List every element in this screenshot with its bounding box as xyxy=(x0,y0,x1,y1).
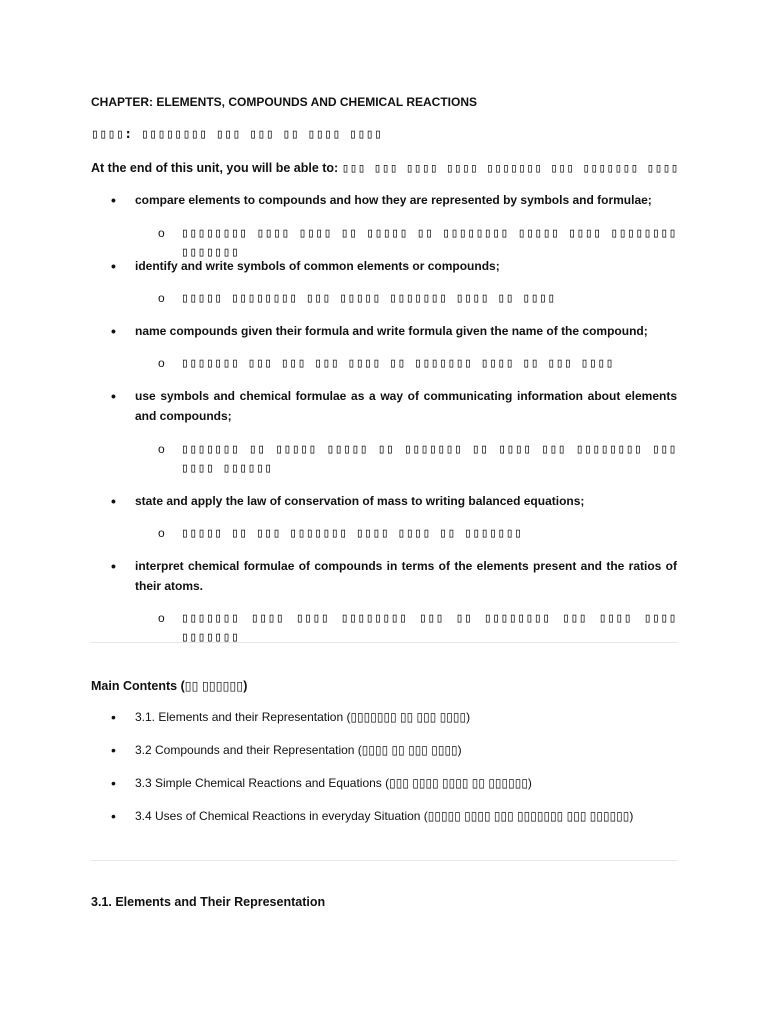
objective-item xyxy=(91,556,677,596)
objective-text: identify and write symbols of common elements or compounds; xyxy=(135,259,500,273)
bullet-marker: • xyxy=(111,742,116,758)
sub-bullet-marker: o xyxy=(158,611,165,625)
sub-bullet-marker: o xyxy=(158,291,165,305)
objective-item xyxy=(91,386,677,426)
chapter-title-translation: ▯▯▯▯: ▯▯▯▯▯▯▯▯ ▯▯▯ ▯▯▯ ▯▯ ▯▯▯▯ ▯▯▯▯ xyxy=(91,127,383,142)
bullet-marker: • xyxy=(111,558,116,574)
objective-translation: ▯▯▯▯▯ ▯▯ ▯▯▯ ▯▯▯▯▯▯▯ ▯▯▯▯ ▯▯▯▯ ▯▯ ▯▯▯▯▯▯▯ xyxy=(181,526,523,541)
objective-translation-item xyxy=(91,524,677,543)
bullet-marker: • xyxy=(111,192,116,208)
objective-translation: ▯▯▯▯▯▯▯ ▯▯▯ ▯▯▯ ▯▯▯ ▯▯▯▯ ▯▯ ▯▯▯▯▯▯▯ ▯▯▯▯ ▯▯ ▯▯▯ ▯▯▯▯ xyxy=(181,356,614,371)
objective-item xyxy=(91,190,677,210)
section-heading: 3.1. Elements and Their Representation xyxy=(91,895,326,909)
objective-text: interpret chemical formulae of compounds in terms of the elements present and the ratios of their atoms. xyxy=(135,559,677,593)
intro-translation: ▯▯▯ ▯▯▯ ▯▯▯▯ ▯▯▯▯ ▯▯▯▯▯▯▯ ▯▯▯ ▯▯▯▯▯▯▯ ▯▯▯▯ xyxy=(341,160,679,175)
contents-item-text: 3.2 Compounds and their Representation (▯▯▯▯ ▯▯ ▯▯▯ ▯▯▯▯) xyxy=(135,743,462,757)
objective-translation: ▯▯▯▯▯ ▯▯▯▯▯▯▯▯ ▯▯▯ ▯▯▯▯▯ ▯▯▯▯▯▯▯ ▯▯▯▯ ▯▯ ▯▯▯▯ xyxy=(181,291,556,306)
sub-bullet-marker: o xyxy=(158,356,165,370)
sub-bullet-marker: o xyxy=(158,442,165,456)
objective-translation-item xyxy=(91,440,677,478)
intro-lead: At the end of this unit, you will be able to: xyxy=(91,161,339,175)
sub-bullet-marker: o xyxy=(158,226,165,240)
bullet-marker: • xyxy=(111,323,116,339)
objective-translation: ▯▯▯▯▯▯▯ ▯▯ ▯▯▯▯▯ ▯▯▯▯▯ ▯▯ ▯▯▯▯▯▯▯ ▯▯ ▯▯▯▯ ▯▯▯ ▯▯▯▯▯▯▯▯ ▯▯▯ ▯▯▯▯ ▯▯▯▯▯▯ xyxy=(181,442,677,476)
section-divider xyxy=(91,642,677,643)
bullet-marker: • xyxy=(111,388,116,404)
objective-text: use symbols and chemical formulae as a way of communicating information about elements and compounds; xyxy=(135,389,677,423)
contents-list-item xyxy=(91,740,677,760)
bullet-marker: • xyxy=(111,493,116,509)
contents-item-text: 3.1. Elements and their Representation (▯▯▯▯▯▯▯ ▯▯ ▯▯▯ ▯▯▯▯) xyxy=(135,710,471,724)
objective-text: state and apply the law of conservation of mass to writing balanced equations; xyxy=(135,494,585,508)
main-contents-heading: Main Contents (▯▯ ▯▯▯▯▯▯) xyxy=(91,679,248,693)
objective-item xyxy=(91,491,677,511)
bullet-marker: • xyxy=(111,808,116,824)
objective-text: compare elements to compounds and how they are represented by symbols and formulae; xyxy=(135,193,652,207)
objective-translation-item xyxy=(91,289,677,308)
bullet-marker: • xyxy=(111,258,116,274)
contents-list-item xyxy=(91,773,677,793)
objective-translation: ▯▯▯▯▯▯▯▯ ▯▯▯▯ ▯▯▯▯ ▯▯ ▯▯▯▯▯ ▯▯ ▯▯▯▯▯▯▯▯ ▯▯▯▯▯ ▯▯▯▯ ▯▯▯▯▯▯▯▯ ▯▯▯▯▯▯▯ xyxy=(181,226,677,260)
contents-list-item xyxy=(91,806,677,826)
section-divider xyxy=(91,860,677,861)
objective-translation: ▯▯▯▯▯▯▯ ▯▯▯▯ ▯▯▯▯ ▯▯▯▯▯▯▯▯ ▯▯▯ ▯▯ ▯▯▯▯▯▯▯▯ ▯▯▯ ▯▯▯▯ ▯▯▯▯ ▯▯▯▯▯▯▯ xyxy=(181,611,677,645)
sub-bullet-marker: o xyxy=(158,526,165,540)
intro-line xyxy=(91,160,679,175)
objective-item xyxy=(91,321,677,341)
contents-list-item xyxy=(91,707,677,727)
bullet-marker: • xyxy=(111,775,116,791)
objective-item xyxy=(91,256,677,276)
objective-translation-item xyxy=(91,354,677,373)
chapter-title: CHAPTER: ELEMENTS, COMPOUNDS AND CHEMICAL REACTIONS xyxy=(91,95,478,109)
bullet-marker: • xyxy=(111,709,116,725)
contents-item-text: 3.4 Uses of Chemical Reactions in everyday Situation (▯▯▯▯▯ ▯▯▯▯ ▯▯▯ ▯▯▯▯▯▯▯ ▯▯▯ ▯▯▯▯▯▯) xyxy=(135,809,634,823)
objective-text: name compounds given their formula and write formula given the name of the compound; xyxy=(135,324,648,338)
contents-item-text: 3.3 Simple Chemical Reactions and Equations (▯▯▯ ▯▯▯▯ ▯▯▯▯ ▯▯ ▯▯▯▯▯▯) xyxy=(135,776,532,790)
